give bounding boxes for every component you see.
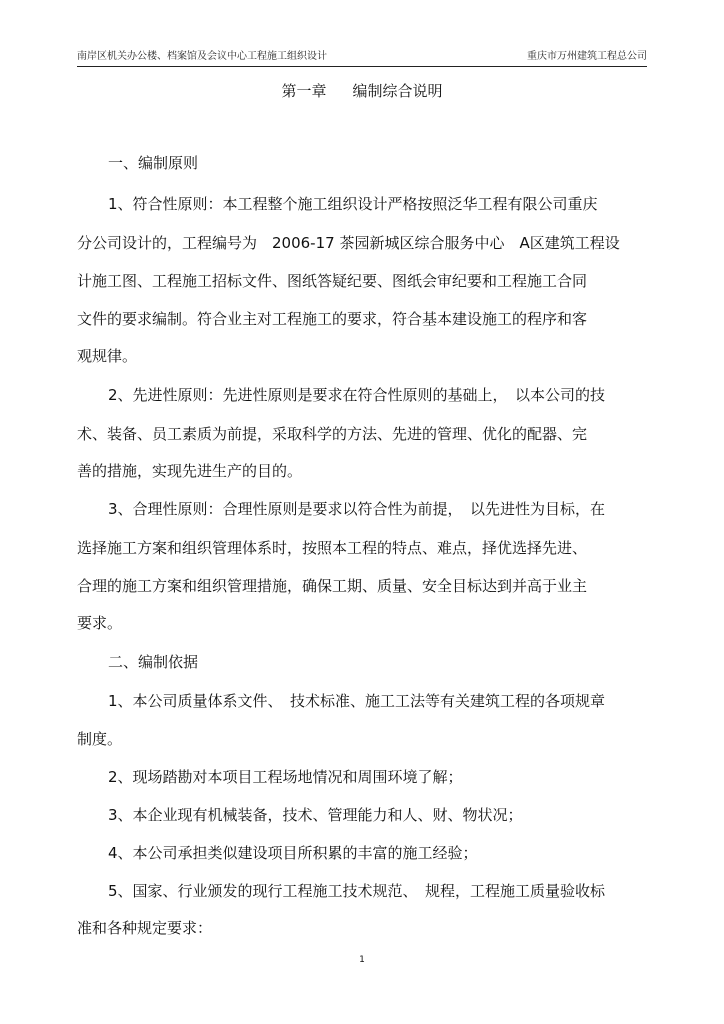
paragraph-line: 分公司设计的，工程编号为 2006-17 茶园新城区综合服务中心 A区建筑工程设: [77, 234, 620, 252]
paragraph-line: 准和各种规定要求：: [77, 919, 213, 937]
paragraph-line: 要求。: [77, 614, 123, 632]
paragraph-line: 文件的要求编制。符合业主对工程施工的要求，符合基本建设施工的程序和客: [77, 310, 588, 328]
paragraph-line: 3、合理性原则：合理性原则是要求以符合性为前提， 以先进性为目标，在: [108, 500, 606, 518]
page-header: [77, 48, 647, 67]
list-item: 3、本企业现有机械装备，技术、管理能力和人、财、物状况；: [108, 806, 523, 824]
list-item: 2、现场踏勘对本项目工程场地情况和周围环境了解；: [108, 768, 463, 786]
paragraph-line: 选择施工方案和组织管理体系时，按照本工程的特点、难点，择优选择先进、: [77, 539, 588, 557]
paragraph-line: 术、装备、员工素质为前提，采取科学的方法、先进的管理、优化的配器、完: [77, 425, 588, 443]
paragraph-line: 1、符合性原则：本工程整个施工组织设计严格按照泛华工程有限公司重庆: [108, 195, 598, 213]
paragraph-line: 观规律。: [77, 347, 138, 365]
paragraph-line: 善的措施，实现先进生产的目的。: [77, 462, 303, 480]
header-company-name: 重庆市万州建筑工程总公司: [527, 51, 647, 62]
section-heading: 一、编制原则: [108, 154, 199, 172]
chapter-heading: 编制综合说明: [352, 82, 443, 100]
list-item: 4、本公司承担类似建设项目所积累的丰富的施工经验；: [108, 844, 478, 862]
paragraph-line: 1、本公司质量体系文件、 技术标准、施工工法等有关建筑工程的各项规章: [108, 692, 606, 710]
section-heading: 二、编制依据: [108, 653, 199, 671]
chapter-number: 第一章: [281, 82, 327, 100]
header-project-title: 南岸区机关办公楼、档案馆及会议中心工程施工组织设计: [77, 51, 327, 62]
chapter-title: [0, 80, 724, 102]
paragraph-line: 2、先进性原则：先进性原则是要求在符合性原则的基础上， 以本公司的技: [108, 386, 606, 404]
paragraph-line: 合理的施工方案和组织管理措施，确保工期、质量、安全目标达到并高于业主: [77, 577, 588, 595]
page-number: 1: [359, 955, 365, 965]
paragraph-line: 制度。: [77, 730, 123, 748]
paragraph-line: 计施工图、工程施工招标文件、图纸答疑纪要、图纸会审纪要和工程施工合同: [77, 272, 588, 290]
paragraph-line: 5、国家、行业颁发的现行工程施工技术规范、 规程，工程施工质量验收标: [108, 882, 606, 900]
